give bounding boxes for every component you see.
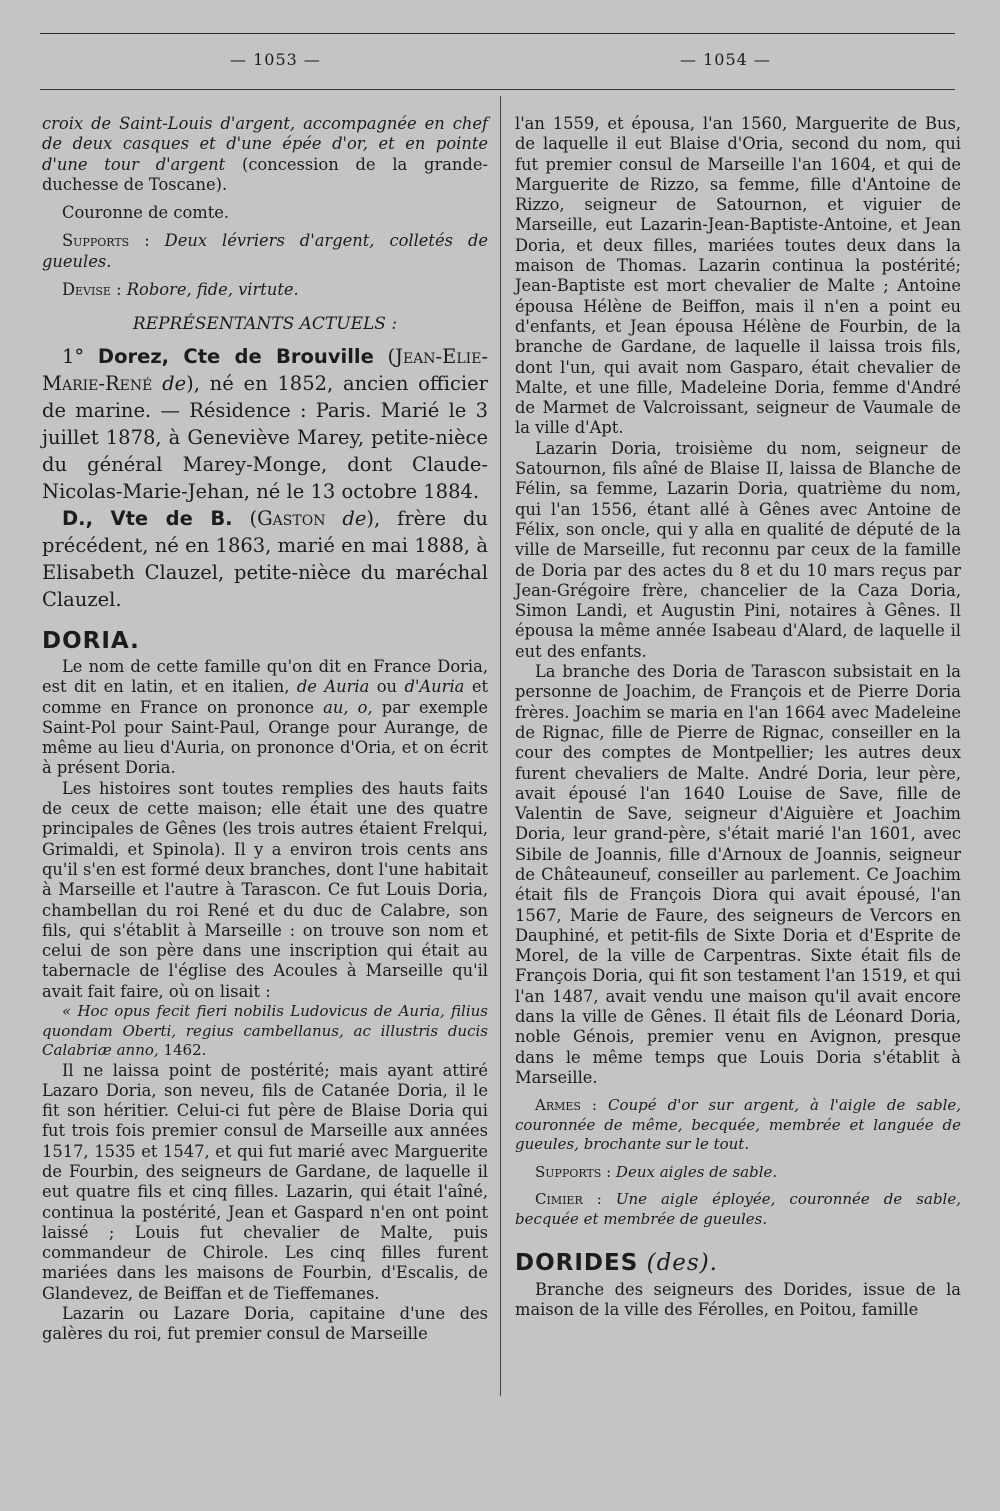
page-number-left: — 1053 — [230,50,321,69]
inscription-year: 1462. [158,1041,207,1060]
arms-blazon: croix de Saint-Louis d'argent, accompagnée en chef de deux casques et d'une épée d'or, et en pointe d'une tour d'argent [42,114,488,174]
dorides-heading [515,1250,961,1277]
cimier-label: Cimier : [535,1190,602,1209]
supports-line [42,231,488,272]
rep-1-number: 1° [62,344,98,368]
rep-2-name: D., Vte de B. [62,506,233,530]
rep-2-given: (Gaston [232,506,343,530]
rep-2-particle: de [342,506,367,530]
cimier-line [515,1190,961,1229]
right-para-1: l'an 1559, et épousa, l'an 1560, Marguerite de Bus, de laquelle il eut Blaise d'Oria, second du nom, qui fut premier consul de Marseille l'an 1604, et qui de Marguerite de Rizzo, sa femme, fille d'Antoine de Rizzo, seigneur de Satournon, et viguier de Marseille, eut Lazarin-Jean-Baptiste-Antoine, et Jean Doria, et deux filles, mariées toutes deux dans la maison de Thomas. Lazarin continua la postérité; Jean-Baptiste est mort chevalier de Malte ; Antoine épousa Hélène de Beiffon, mais il n'en a point eu d'enfants, et Jean épousa Hélène de Fourbin, de la branche de Gardane, de laquelle il laissa trois fils, dont l'un, qui avait nom Gasparo, était chevalier de Malte, et une fille, Madeleine Doria, femme d'André de Marmet de Valcroissant, seigneur de Vaumale de la ville d'Apt. [515,114,961,438]
doria-p1-c: et comme en France on prononce [42,677,488,717]
doria-para-2: Les histoires sont toutes remplies des hauts faits de ceux de cette maison; elle était une des quatre principales de Gênes (les trois autres étaient Frelqui, Grimaldi, et Spinola). Il y a environ trois cents ans qu'il s'en est formé deux branches, dont l'une habitait à Marseille et l'autre à Tarascon. Ce fut Louis Doria, chambellan du roi René et du duc de Calabre, son fils, qui s'établit à Marseille : on trouve son nom et celui de son père dans une inscription qui était au tabernacle de l'église des Acoules à Marseille qu'il avait fait faire, où on lisait : [42,778,488,1001]
supports-text-right: Deux aigles de sable. [611,1162,778,1181]
doria-p1-it1: de Auria [296,677,370,697]
doria-p1-it3: au, o, [323,697,373,717]
rep-1-particle: de [162,371,187,395]
representative-2 [42,505,488,613]
armes-text: Coupé d'or sur argent, à l'aigle de sable, couronnée de même, becquée, membrée et languée de gueules, brochante sur le tout. [515,1096,962,1154]
supports-label: Supports : [62,231,150,251]
doria-inscription [42,1002,488,1061]
representative-1 [42,343,488,505]
dorides-particle: (des). [638,1250,718,1277]
doria-p1-a: Le nom de cette famille qu'on dit en France Doria, est dit en latin, et en italien, [42,656,488,697]
rep-1-details: ), né en 1852, ancien officier de marine. — Résidence : Paris. Marié le 3 juillet 1878, à Geneviève Marey, petite-nièce du général Marey-Monge, dont Claude-Nicolas-Marie-Jehan, né le 13 octobre 1884. [42,371,488,503]
rep-2-details: ), frère du précédent, né en 1863, marié en mai 1888, à Elisabeth Clauzel, petite-nièce du maréchal Clauzel. [42,506,488,611]
armes-line [515,1096,961,1155]
supports-line-right [515,1163,961,1183]
doria-para-1 [42,657,488,779]
header-rule [40,89,955,90]
crown-line: Couronne de comte. [62,203,230,223]
dorides-name: DORIDES [515,1250,639,1277]
dorides-para: Branche des seigneurs des Dorides, issue de la maison de la ville des Férolles, en Poitou, famille [515,1279,961,1319]
rep-1-name: Dorez, Cte de Brouville [97,344,374,368]
right-para-3: La branche des Doria de Tarascon subsistait en la personne de Joachim, de François et de Pierre Doria frères. Joachim se maria en l'an 1664 avec Madeleine de Rignac, fille de Pierre de Rignac, conseiller en la cour des comptes de Montpellier; les autres deux furent chevaliers de Malte. André Doria, leur père, avait épousé l'an 1640 Louise de Save, fille de Valentin de Save, seigneur d'Aiguière et Joachim Doria, leur grand-père, s'était marié l'an 1601, avec Sibile de Joannis, fille d'Arnoux de Joannis, seigneur de Châteauneuf, conseiller au parlement. Ce Joachim était fils de François Diora qui avait épousé, l'an 1567, Marie de Faure, des seigneurs de Vercors en Dauphiné, et petit-fils de Sixte Doria et d'Esprite de Morel, de la ville de Carpentras. Sixte était fils de François Doria, qui fit son testament l'an 1519, et qui l'an 1487, avait vendu une maison qu'il avait encore dans la ville de Gênes. Il était fils de Léonard Doria, noble Génois, premier venu en Avignon, presque dans le même temps que Louis Doria s'établit à Marseille. [515,662,961,1087]
top-rule [40,33,955,34]
right-para-2: Lazarin Doria, troisième du nom, seigneur de Satournon, fils aîné de Blaise II, laissa de Blanche de Félin, sa femme, Lazarin Doria, quatrième du nom, qui l'an 1556, étant allé à Gênes avec Antoine de Félix, son oncle, qui y alla en qualité de député de la ville de Marseille, fut reconnu par ceux de la famille de Doria par des actes du 8 et du 10 mars reçus par Jean-Grégoire frère, chancelier de la Caza Doria, Simon Landi, et Augustin Pini, notaires à Gênes. Il épousa la même année Isabeau d'Alard, de laquelle il eut des enfants. [515,438,961,661]
cimier-text: Une aigle éployée, couronnée de sable, becquée et membrée de gueules. [515,1190,961,1228]
representants-heading: REPRÉSENTANTS ACTUELS : [132,314,398,335]
rep-1-given: (Jean-Elie-Marie-René [42,344,489,395]
doria-heading: DORIA. [42,627,140,654]
doria-p1-b: ou [369,677,405,697]
left-column [42,114,488,1345]
armes-label: Armes : [535,1096,597,1115]
doria-para-5: Lazarin ou Lazare Doria, capitaine d'une des galères du roi, fut premier consul de Marseille [42,1304,488,1344]
inscription-latin: « Hoc opus fecit fieri nobilis Ludovicus de Auria, filius quondam Oberti, regius cambellanus, ac illustris ducis Calabriæ anno, [42,1002,488,1060]
motto-line [42,280,488,300]
doria-para-4: Il ne laissa point de postérité; mais ayant attiré Lazaro Doria, son neveu, fils de Catanée Doria, il le fit son héritier. Celui-ci fut père de Blaise Doria qui fut trois fois premier consul de Marseille aux années 1517, 1535 et 1547, et qui fut marié avec Marguerite de Fourbin, des seigneurs de Gardane, de laquelle il eut quatre fils et cinq filles. Lazarin, qui était l'aîné, continua la postérité, Jean et Gaspard n'en ont point laissé ; Louis fut chevalier de Malte, puis commandeur de Chirole. Les cinq filles furent mariées dans les maisons de Fourbin, d'Escalis, de Glandevez, de Beiffan et de Tieffemanes. [42,1060,488,1303]
supports-label-right: Supports : [535,1162,612,1181]
doria-p1-d: par exemple Saint-Pol pour Saint-Paul, Orange pour Aurange, de même au lieu d'Auria, on prononce d'Oria, et on écrit à présent Doria. [42,697,489,778]
right-column [515,114,961,1320]
arms-description [42,114,488,195]
arms-concession: (concession de la grande-duchesse de Toscane). [42,154,488,194]
page-number-right: — 1054 — [680,50,771,69]
supports-text: Deux lévriers d'argent, colletés de gueules. [42,231,488,271]
motto-label: Devise : [62,280,122,300]
motto-text: Robore, fide, virtute. [121,280,299,300]
column-divider [500,96,501,1396]
doria-p1-it2: d'Auria [404,677,465,697]
